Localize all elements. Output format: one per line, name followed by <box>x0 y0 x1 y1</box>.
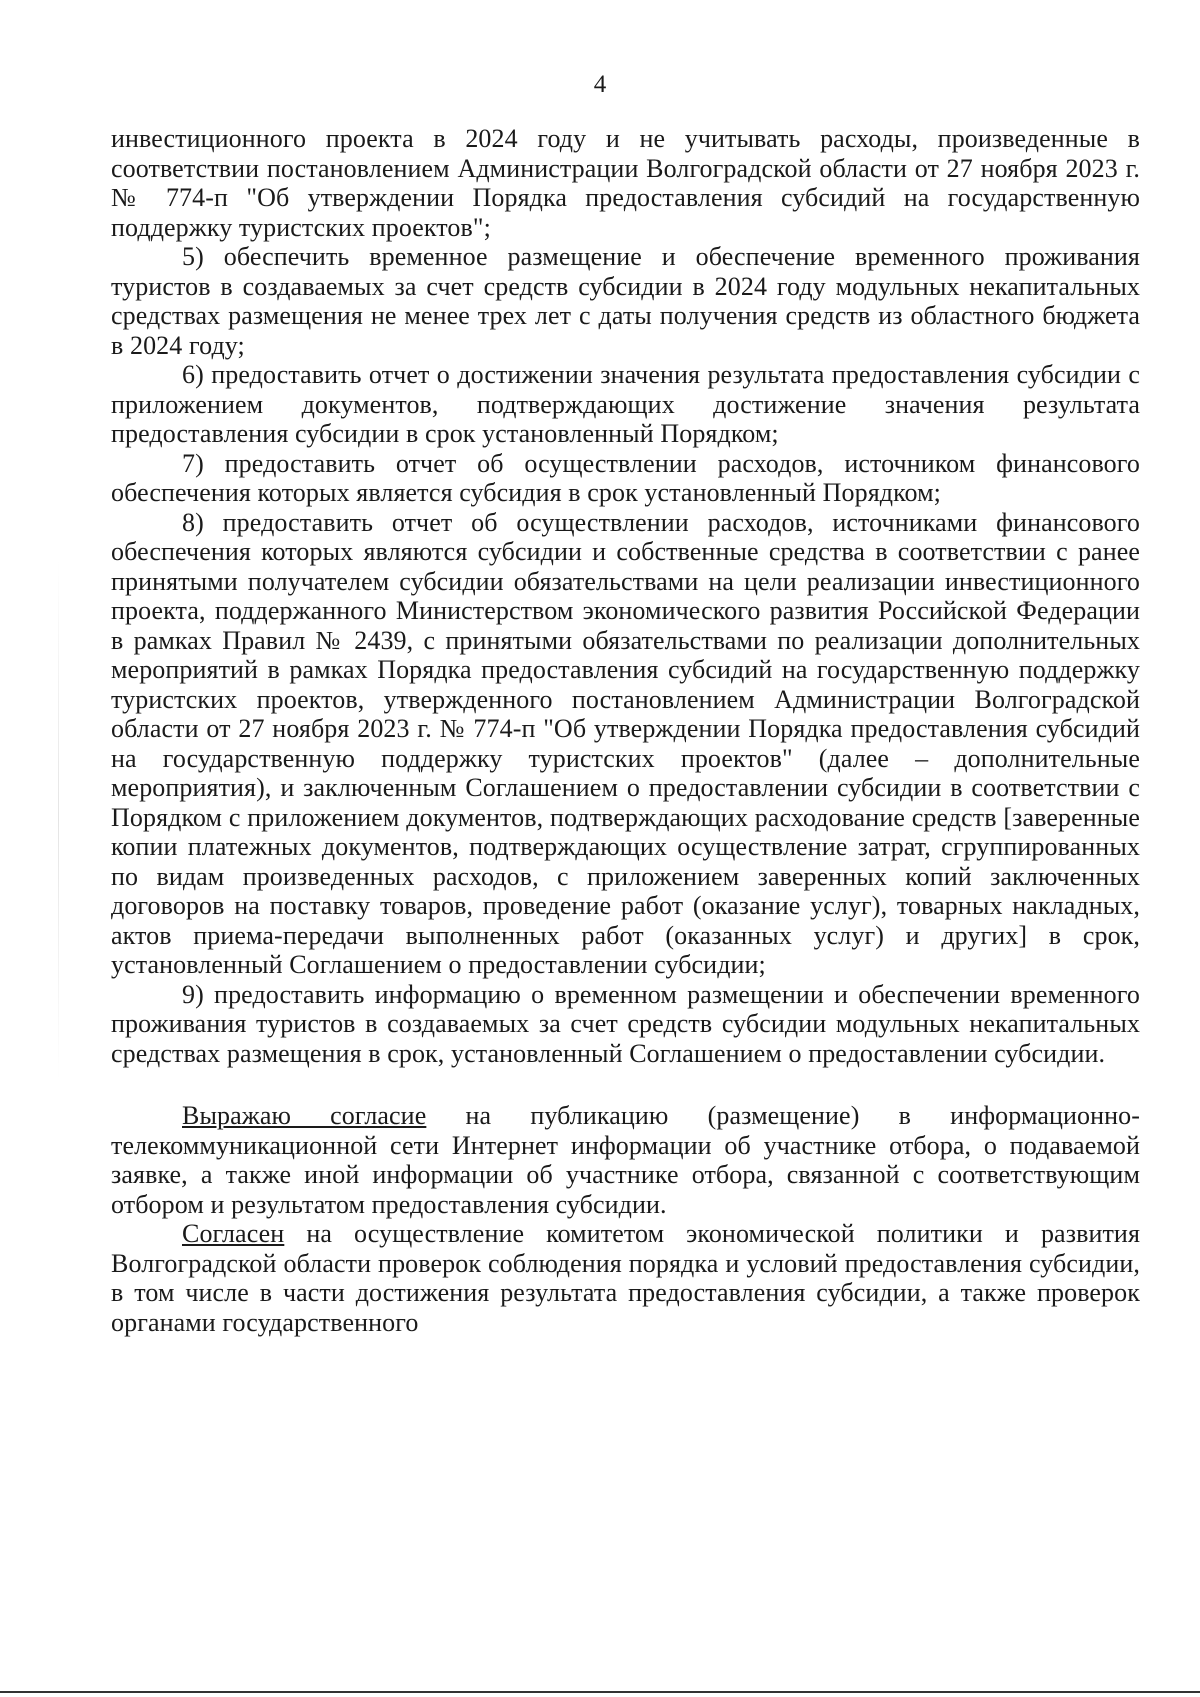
consent-inspection-text: на осуществление комитетом экономической политики и развития Волгоградской области проверок соблюдения порядка и условий предоставления субсидии, в том числе в части достижения результата предоставления субсидии, а также проверок органами государственного <box>111 1219 1140 1337</box>
consent-publication-text: на публикацию (размещение) в информационно-телекоммуникационной сети Интернет информации об участнике отбора, о подаваемой заявке, а также иной информации об участнике отбора, связанной с соответствующим отбором и результатом предоставления субсидии. <box>111 1101 1140 1219</box>
list-item-8: 8) предоставить отчет об осуществлении расходов, источниками финансового обеспечения которых являются субсидии и собственные средства в соответствии с ранее принятыми получателем субсидии обязательствами на цели реализации инвестиционного проекта, поддержанного Министерством экономического развития Российской Федерации в рамках Правил № 2439, с принятыми обязательствами по реализации дополнительных мероприятий в рамках Порядка предоставления субсидий на государственную поддержку туристских проектов, утвержденного постановлением Администрации Волгоградской области от 27 ноября 2023 г. № 774-п "Об утверждении Порядка предоставления субсидий на государственную поддержку туристских проектов" (далее – дополнительные мероприятия), и заключенным Соглашением о предоставлении субсидии в соответствии с Порядком с приложением документов, подтверждающих расходование средств [заверенные копии платежных документов, подтверждающих осуществление затрат, сгруппированных по видам произведенных расходов, с приложением заверенных копий заключенных договоров на поставку товаров, проведение работ (оказание услуг), товарных накладных, актов приема-передачи выполненных работ (оказанных услуг) и других] в срок, установленный Соглашением о предоставлении субсидии; <box>111 507 1140 979</box>
consent-publication-lead: Выражаю согласие <box>182 1101 427 1130</box>
bottom-edge-line <box>0 1691 1200 1693</box>
list-item-9: 9) предоставить информацию о временном размещении и обеспечении временного проживания туристов в создаваемых за счет средств субсидии модульных некапитальных средствах размещения в срок, установленный Соглашением о предоставлении субсидии. <box>111 979 1140 1068</box>
consent-publication-paragraph <box>111 1101 1140 1219</box>
list-item-7: 7) предоставить отчет об осуществлении расходов, источником финансового обеспечения которых является субсидия в срок установленный Порядком; <box>111 448 1140 507</box>
paragraph-gap <box>111 1068 1140 1101</box>
consent-inspection-lead: Согласен <box>182 1219 285 1248</box>
scan-edge-shadow <box>58 560 59 1080</box>
document-body <box>111 124 1140 1337</box>
page-number: 4 <box>593 71 607 98</box>
list-item-6: 6) предоставить отчет о достижении значения результата предоставления субсидии с приложением документов, подтверждающих достижение значения результата предоставления субсидии в срок установленный Порядком; <box>111 360 1140 448</box>
paragraph-continuation: инвестиционного проекта в 2024 году и не учитывать расходы, произведенные в соответствии постановлением Администрации Волгоградской области от 27 ноября 2023 г. № 774-п "Об утверждении Порядка предоставления субсидий на государственную поддержку туристских проектов"; <box>111 124 1140 242</box>
list-item-5: 5) обеспечить временное размещение и обеспечение временного проживания туристов в создаваемых за счет средств субсидии в 2024 году модульных некапитальных средствах размещения не менее трех лет с даты получения средств из областного бюджета в 2024 году; <box>111 242 1140 360</box>
consent-inspection-paragraph <box>111 1219 1140 1337</box>
